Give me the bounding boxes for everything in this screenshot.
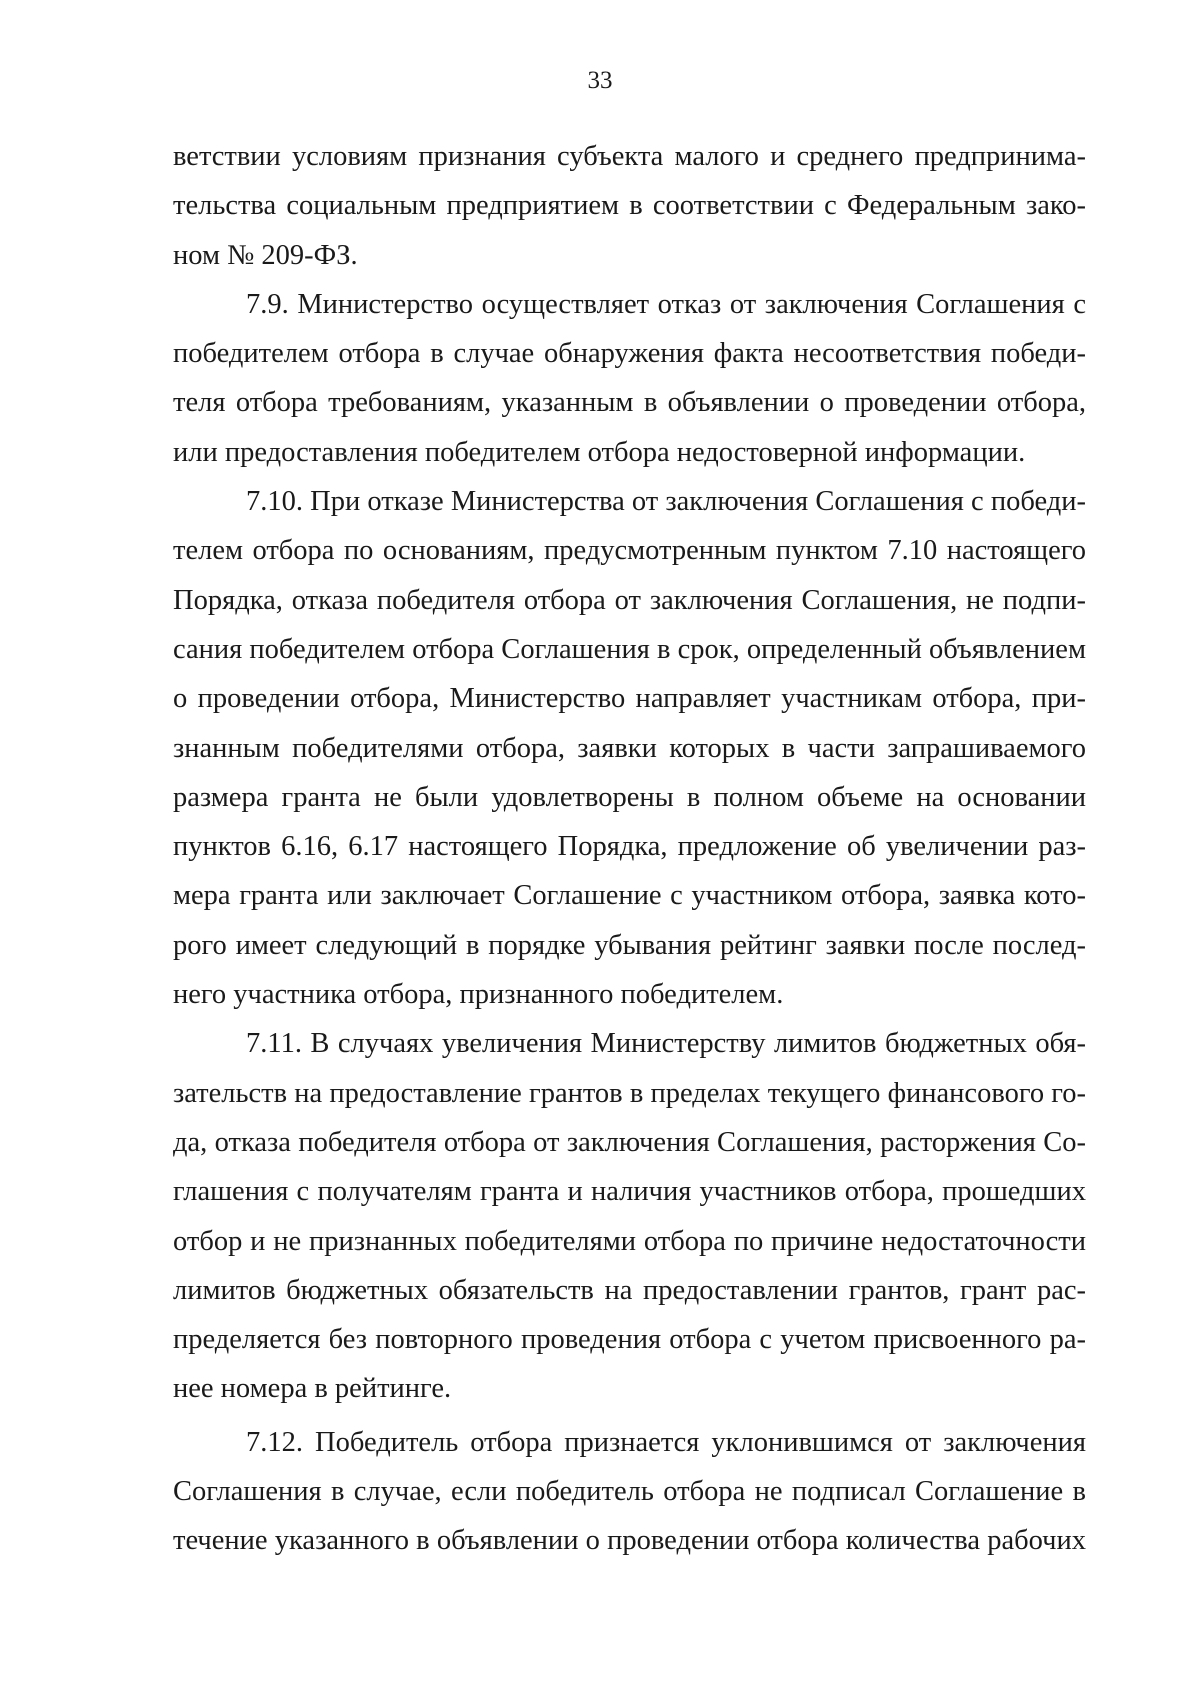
text-line: Соглашения в случае, если победитель отбора не подписал Соглашение в: [173, 1476, 1086, 1508]
text-line: зательств на предоставление грантов в пределах текущего финансового го-: [173, 1077, 1086, 1109]
page-number: 33: [587, 67, 613, 94]
paragraph-7-11: [173, 1019, 1086, 1413]
text-line: или предоставления победителем отбора недостоверной информации.: [173, 436, 1026, 468]
text-line: о проведении отбора, Министерство направляет участникам отбора, при-: [173, 683, 1086, 715]
text-line: ветствии условиям признания субъекта малого и среднего предпринима-: [173, 141, 1086, 172]
text-line: отбор и не признанных победителями отбора по причине недостаточности: [173, 1225, 1086, 1257]
document-body: [173, 132, 1086, 1566]
paragraph-7-12: [173, 1418, 1086, 1566]
text-line: размера гранта не были удовлетворены в полном объеме на основании: [173, 781, 1086, 813]
text-line: 7.9. Министерство осуществляет отказ от заключения Соглашения с: [246, 288, 1086, 320]
text-line: победителем отбора в случае обнаружения факта несоответствия победи-: [173, 338, 1086, 370]
text-line: сания победителем отбора Соглашения в срок, определенный объявлением: [173, 633, 1086, 665]
text-line: лимитов бюджетных обязательств на предоставлении грантов, грант рас-: [173, 1274, 1086, 1306]
text-line: пунктов 6.16, 6.17 настоящего Порядка, предложение об увеличении раз-: [173, 831, 1086, 863]
text-line: глашения с получателям гранта и наличия участников отбора, прошедших: [173, 1176, 1086, 1208]
text-line: 7.10. При отказе Министерства от заключения Соглашения с победи-: [246, 486, 1086, 518]
text-line: 7.11. В случаях увеличения Министерству лимитов бюджетных обя-: [246, 1028, 1086, 1060]
text-line: Порядка, отказа победителя отбора от заключения Соглашения, не подпи-: [173, 584, 1086, 616]
text-line: него участника отбора, признанного победителем.: [173, 979, 784, 1011]
text-line: тельства социальным предприятием в соответствии с Федеральным зако-: [173, 190, 1086, 222]
text-line: телем отбора по основаниям, предусмотренным пунктом 7.10 настоящего: [173, 535, 1086, 567]
paragraph-7-10: [173, 477, 1086, 1019]
text-line: течение указанного в объявлении о проведении отбора количества рабочих: [173, 1525, 1086, 1557]
text-line: нее номера в рейтинге.: [173, 1373, 452, 1405]
text-line: рого имеет следующий в порядке убывания рейтинг заявки после послед-: [173, 929, 1086, 961]
text-line: теля отбора требованиям, указанным в объявлении о проведении отбора,: [173, 387, 1086, 419]
text-line: да, отказа победителя отбора от заключения Соглашения, расторжения Со-: [173, 1126, 1086, 1158]
paragraph-7-9: [173, 280, 1086, 477]
text-line: знанным победителями отбора, заявки которых в части запрашиваемого: [173, 732, 1086, 764]
paragraph-continuation: [173, 132, 1086, 280]
text-line: мера гранта или заключает Соглашение с участником отбора, заявка кото-: [173, 880, 1086, 912]
text-line: пределяется без повторного проведения отбора с учетом присвоенного ра-: [173, 1324, 1086, 1356]
text-line: 7.12. Победитель отбора признается уклонившимся от заключения: [246, 1426, 1086, 1458]
text-line: ном № 209-ФЗ.: [173, 239, 358, 271]
